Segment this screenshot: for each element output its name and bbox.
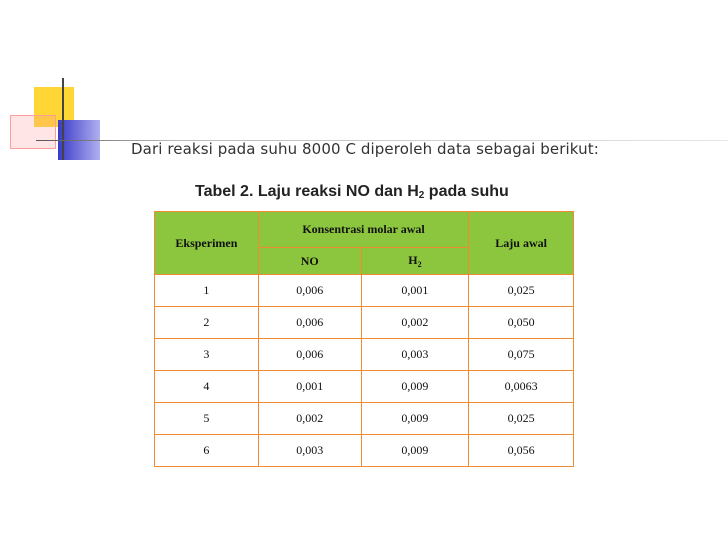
- cell-laju: 0,056: [469, 435, 574, 467]
- rate-data-table: [154, 211, 574, 467]
- table-row: [155, 275, 574, 307]
- table-row: [155, 371, 574, 403]
- header-no: NO: [258, 248, 361, 275]
- table-row: [155, 435, 574, 467]
- table-row: [155, 339, 574, 371]
- cell-laju: 0,050: [469, 307, 574, 339]
- cell-exp: 2: [155, 307, 259, 339]
- cell-no: 0,006: [258, 307, 361, 339]
- slide-subtitle: Dari reaksi pada suhu 8000 C diperoleh data sebagai berikut:: [131, 140, 599, 158]
- cell-exp: 5: [155, 403, 259, 435]
- cell-laju: 0,075: [469, 339, 574, 371]
- cell-laju: 0,0063: [469, 371, 574, 403]
- cell-h2: 0,009: [361, 403, 469, 435]
- header-h2-sub: 2: [417, 260, 422, 269]
- cell-no: 0,001: [258, 371, 361, 403]
- decor-vertical-line: [62, 78, 64, 160]
- table-title: [195, 183, 509, 201]
- table-title-subscript: 2: [418, 190, 425, 201]
- header-h2: [361, 248, 469, 275]
- table-title-main: Tabel 2. Laju reaksi NO dan H: [195, 183, 419, 200]
- cell-h2: 0,002: [361, 307, 469, 339]
- table-row: [155, 307, 574, 339]
- cell-h2: 0,009: [361, 435, 469, 467]
- cell-laju: 0,025: [469, 403, 574, 435]
- table-title-end: pada suhu: [424, 183, 509, 200]
- decor-red-square: [10, 115, 56, 149]
- cell-exp: 4: [155, 371, 259, 403]
- cell-exp: 1: [155, 275, 259, 307]
- cell-h2: 0,001: [361, 275, 469, 307]
- cell-no: 0,006: [258, 275, 361, 307]
- header-konsentrasi: Konsentrasi molar awal: [258, 212, 468, 248]
- cell-exp: 3: [155, 339, 259, 371]
- header-eksperimen: Eksperimen: [155, 212, 259, 275]
- cell-h2: 0,009: [361, 371, 469, 403]
- cell-exp: 6: [155, 435, 259, 467]
- cell-laju: 0,025: [469, 275, 574, 307]
- header-laju-awal: Laju awal: [469, 212, 574, 275]
- cell-no: 0,003: [258, 435, 361, 467]
- table-row: [155, 403, 574, 435]
- header-h2-main: H: [408, 253, 418, 267]
- cell-no: 0,006: [258, 339, 361, 371]
- cell-no: 0,002: [258, 403, 361, 435]
- cell-h2: 0,003: [361, 339, 469, 371]
